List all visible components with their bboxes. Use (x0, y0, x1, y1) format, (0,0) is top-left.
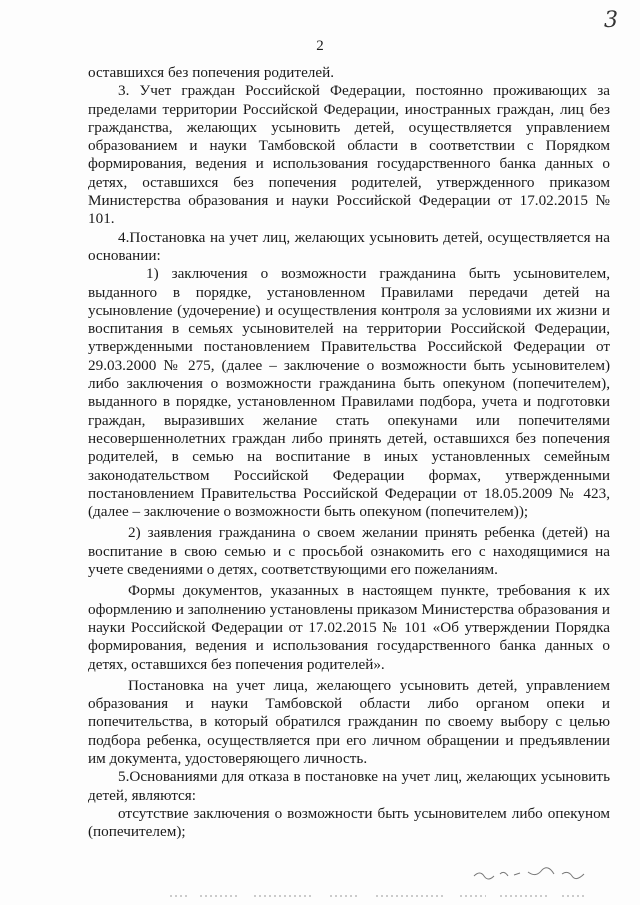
paragraph-item-4: 4.Постановка на учет лиц, желающих усыновить детей, осуществляется на основании: (88, 228, 610, 264)
scan-edge-noise (170, 893, 590, 899)
handwritten-sheet-number: 3 (604, 8, 618, 33)
page-number: 2 (316, 38, 324, 54)
pen-scribble-mark (470, 862, 590, 884)
paragraph-continuation: оставшихся без попечения родителей. (88, 64, 335, 81)
paragraph-item-3: 3. Учет граждан Российской Федерации, постоянно проживающих за пределами территории Российской Федерации, иностранных граждан, лиц без гражданства, желающих усыновить детей, осуществляется управлением образованием и науки Тамбовской области в соответствии с Порядком формирования, ведения и использования государственного банка данных о детях, оставшихся без попечения родителей, утвержденного приказом Министерства образования и науки Российской Федерации от 17.02.2015 № 101. (88, 82, 610, 228)
paragraph-refusal-ground: отсутствие заключения о возможности быть усыновителем либо опекуном (попечителем); (88, 804, 610, 841)
paragraph-registration: Постановка на учет лица, желающего усыновить детей, управлением образования и науки Тамбовской области либо органом опеки и попечительства, в который обратился гражданин по своему выбору с целью подбора ребенка, осуществляется при его личном обращении и предъявлении им документа, удостоверяющего личность. (88, 676, 610, 767)
paragraph-subitem-2: 2) заявления гражданина о своем желании принять ребенка (детей) на воспитание в свою семью и с просьбой ознакомить его с находящимися на учете сведениями о детях, соответствующими его пожеланиям. (88, 524, 610, 579)
paragraph-subitem-1: 1) заключения о возможности гражданина быть усыновителем, выданного в порядке, установленном Правилами передачи детей на усыновление (удочерение) и осуществления контроля за условиями их жизни и воспитания в семьях усыновителей на территории Российской Федерации, утвержденными постановлением Правительства Российской Федерации от 29.03.2000 № 275, (далее – заключение о возможности быть усыновителем) либо заключения о возможности гражданина быть опекуном (попечителем), выданного в порядке, установленном Правилами подбора, учета и подготовки граждан, выразивших желание стать опекунами или попечителями несовершеннолетних граждан либо принять детей, оставшихся без попечения родителей, в семью на воспитание в иных установленных семейным законодательством Российской Федерации формах, утвержденными постановлением Правительства Российской Федерации от 18.05.2009 № 423, (далее – заключение о возможности быть опекуном (попечителем)); (88, 265, 610, 521)
paragraph-forms: Формы документов, указанных в настоящем пункте, требования к их оформлению и заполнению установлены приказом Министерства образования и науки Российской Федерации от 17.02.2015 № 101 «Об утверждении Порядка формирования, ведения и использования государственного банка данных о детях, оставшихся без попечения родителей». (88, 582, 610, 673)
paragraph-item-5: 5.Основаниями для отказа в постановке на учет лиц, желающих усыновить детей, являются: (88, 768, 610, 804)
document-body (88, 64, 610, 841)
